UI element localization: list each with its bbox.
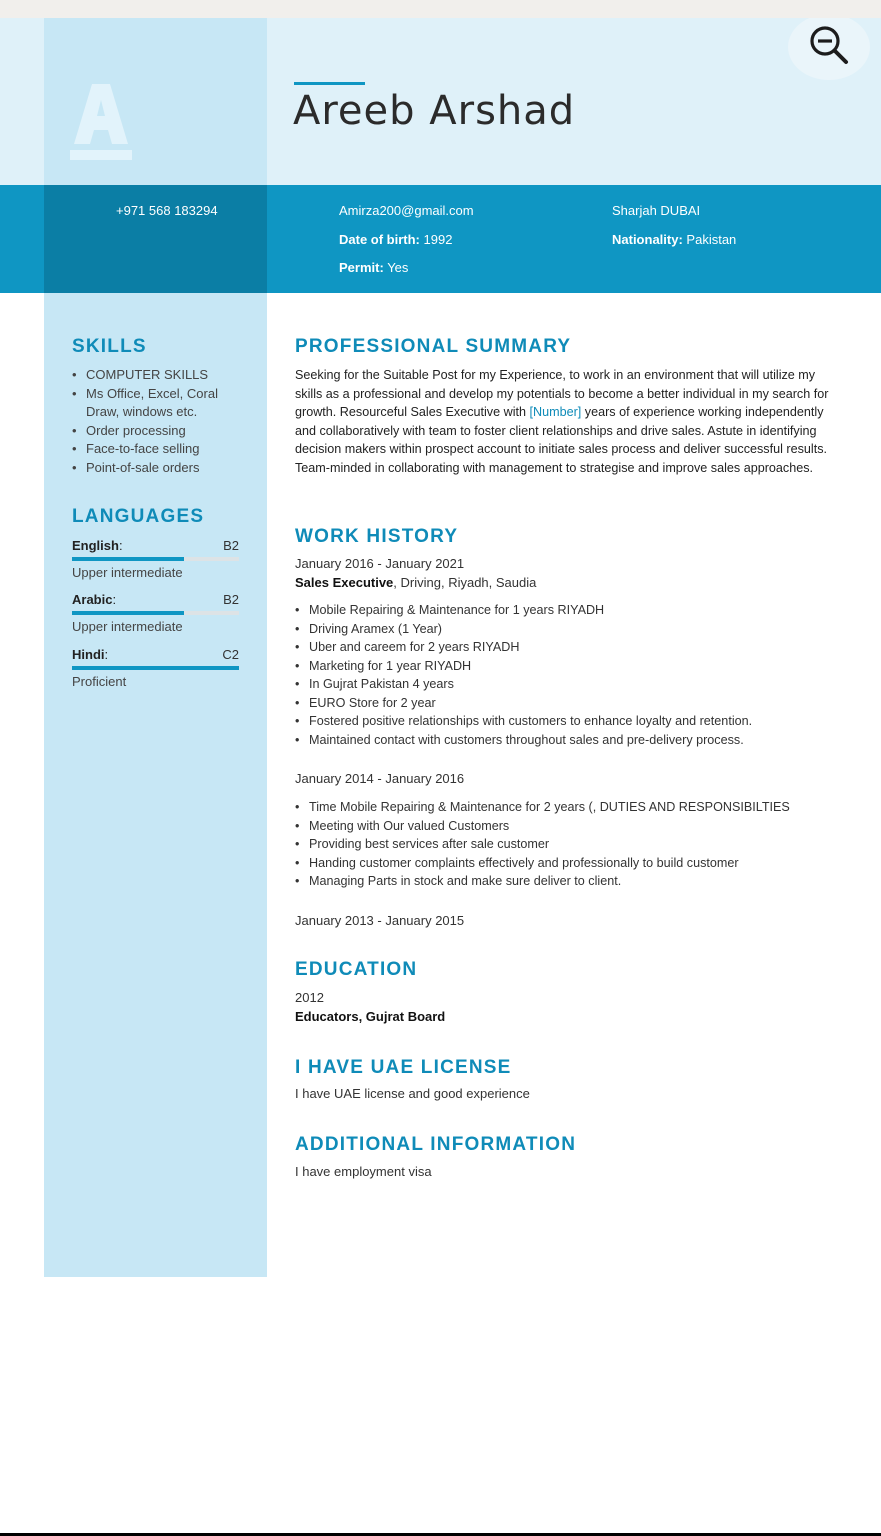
job-duty: • Maintained contact with customers throughout sales and pre-delivery process.	[295, 731, 855, 750]
permit-value: Yes	[387, 260, 409, 275]
job-duty: • Time Mobile Repairing & Maintenance for 2 years (, DUTIES AND RESPONSIBILTIES	[295, 798, 855, 817]
candidate-name: Areeb Arshad	[293, 88, 576, 134]
language-level-fill	[72, 557, 184, 561]
dob-label: Date of birth:	[339, 232, 420, 247]
job-title-line	[295, 575, 536, 590]
job-dates: January 2013 - January 2015	[295, 913, 465, 928]
work-history-heading: WORK HISTORY	[295, 526, 459, 547]
summary-text	[295, 366, 835, 477]
language-level-bar	[72, 557, 239, 561]
skills-heading: SKILLS	[72, 336, 147, 357]
job-duties-list	[295, 601, 855, 749]
contact-band-sidebar	[44, 185, 267, 293]
language-level-code: B2	[223, 538, 239, 553]
job-duty: • Providing best services after sale customer	[295, 835, 855, 854]
language-name: Hindi :	[72, 646, 108, 664]
contact-permit	[339, 260, 408, 275]
contact-dob	[339, 232, 452, 247]
language-level-text: Upper intermediate	[72, 619, 183, 634]
skill-item: • Ms Office, Excel, Coral Draw, windows etc.	[72, 385, 252, 422]
language-name: Arabic :	[72, 591, 116, 609]
monogram-logo	[70, 80, 132, 162]
language-name: English :	[72, 537, 123, 555]
language-level-fill	[72, 611, 184, 615]
contact-phone: +971 568 183294	[116, 203, 218, 218]
job-duty: • Mobile Repairing & Maintenance for 1 years RIYADH	[295, 601, 855, 620]
zoom-out-icon	[808, 24, 850, 66]
language-english	[72, 537, 239, 582]
language-hindi	[72, 646, 239, 691]
language-level-fill	[72, 666, 239, 670]
job-duty: • Managing Parts in stock and make sure deliver to client.	[295, 872, 855, 891]
summary-placeholder-tag: [Number]	[529, 405, 582, 419]
nationality-label: Nationality:	[612, 232, 683, 247]
contact-location: Sharjah DUBAI	[612, 203, 701, 218]
summary-text-part: Seeking for the Suitable Post for my Experience, to work in an environment that will utilize my skills as a professional and develop my potentials to become a better individual in my search for growth. Resourceful Sales Executive with	[295, 368, 829, 419]
language-level-bar	[72, 611, 239, 615]
job-duty: • Marketing for 1 year RIYADH	[295, 657, 855, 676]
job-duty: • Meeting with Our valued Customers	[295, 817, 855, 836]
language-level-code: B2	[223, 592, 239, 607]
job-duty: • EURO Store for 2 year	[295, 694, 855, 713]
education-heading: EDUCATION	[295, 959, 418, 980]
skill-item: • COMPUTER SKILLS	[72, 366, 252, 385]
contact-email: Amirza200@gmail.com	[339, 203, 474, 218]
job-role: Sales Executive	[295, 575, 394, 590]
dob-value: 1992	[423, 232, 453, 247]
language-level-code: C2	[222, 647, 239, 662]
education-year: 2012	[295, 990, 324, 1005]
skill-item: • Order processing	[72, 422, 252, 441]
education-school-name: Educators, Gujrat Board	[295, 1009, 446, 1024]
language-level-text: Proficient	[72, 674, 127, 689]
skills-list	[72, 366, 252, 477]
license-text: I have UAE license and good experience	[295, 1086, 530, 1101]
job-duty: • Driving Aramex (1 Year)	[295, 620, 855, 639]
skill-item: • Point-of-sale orders	[72, 459, 252, 478]
language-level-bar	[72, 666, 239, 670]
permit-label: Permit:	[339, 260, 384, 275]
license-heading: I HAVE UAE LICENSE	[295, 1057, 512, 1078]
skill-item: • Face-to-face selling	[72, 440, 252, 459]
job-duty: • Uber and careem for 2 years RIYADH	[295, 638, 855, 657]
language-arabic	[72, 591, 239, 636]
status-bar	[0, 0, 881, 18]
job-duties-list	[295, 798, 855, 891]
additional-info-text: I have employment visa	[295, 1164, 432, 1179]
language-level-text: Upper intermediate	[72, 565, 183, 580]
summary-text-part: years of experience working independently and collaboratively with team to foster client relationships and drive sales. Astute in identifying decision makers within prospect account to initiate sales process and deliver successful results. Team-minded in collaborating with management to strategise and improve sales approaches.	[295, 405, 827, 475]
resume-page	[0, 18, 881, 1533]
job-dates: January 2014 - January 2016	[295, 771, 465, 786]
nationality-value: Pakistan	[686, 232, 737, 247]
contact-nationality	[612, 232, 736, 247]
job-place: , Driving, Riyadh, Saudia	[393, 575, 537, 590]
additional-info-heading: ADDITIONAL INFORMATION	[295, 1134, 577, 1155]
languages-heading: LANGUAGES	[72, 506, 205, 527]
job-duty: • Fostered positive relationships with customers to enhance loyalty and retention.	[295, 712, 855, 731]
job-duty: • Handing customer complaints effectively and professionally to build customer	[295, 854, 855, 873]
name-accent-line	[294, 82, 365, 85]
job-duty: • In Gujrat Pakistan 4 years	[295, 675, 855, 694]
job-dates: January 2016 - January 2021	[295, 556, 465, 571]
education-school	[295, 1009, 445, 1024]
summary-heading: PROFESSIONAL SUMMARY	[295, 336, 572, 357]
